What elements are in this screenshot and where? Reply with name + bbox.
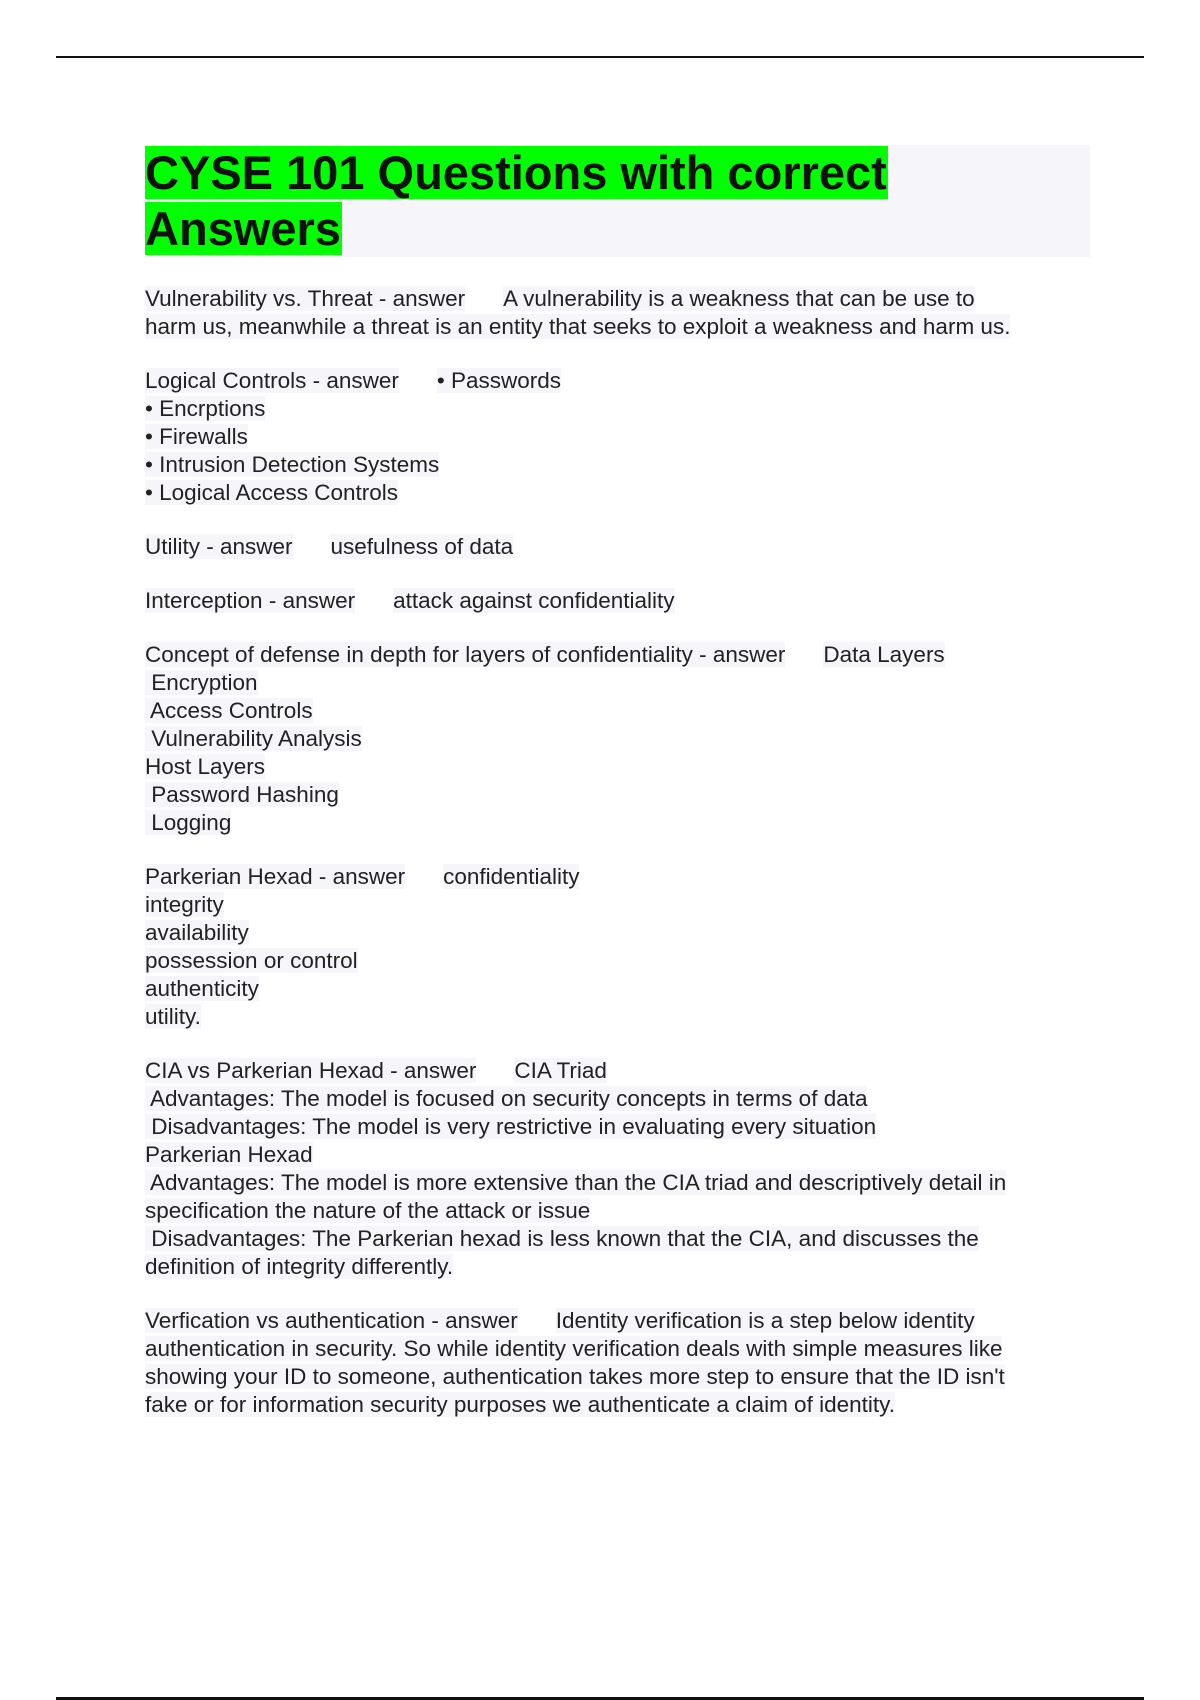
answer-text: Identity verification is a step below identity — [555, 1308, 975, 1333]
qa-first-line — [145, 641, 1090, 669]
answer-line — [145, 395, 1090, 423]
answer-line — [145, 975, 1090, 1003]
answer-line — [145, 1169, 1090, 1197]
qa-item — [145, 863, 1090, 1031]
answer-line-text: Vulnerability Analysis — [145, 726, 362, 751]
question-text: Utility - answer — [145, 534, 293, 559]
answer-line-text: Password Hashing — [145, 782, 339, 807]
qa-first-line — [145, 1307, 1090, 1335]
answer-line — [145, 1253, 1090, 1281]
answer-line — [145, 669, 1090, 697]
answer-line — [145, 1363, 1090, 1391]
answer-line-text: specification the nature of the attack or issue — [145, 1198, 591, 1223]
answer-line — [145, 313, 1090, 341]
answer-line-text: Advantages: The model is more extensive than the CIA triad and descriptively detail in — [145, 1170, 1007, 1195]
answer-line-text: harm us, meanwhile a threat is an entity that seeks to exploit a weakness and harm us. — [145, 314, 1011, 339]
qa-first-line — [145, 367, 1090, 395]
answer-line-text: utility. — [145, 1004, 201, 1029]
answer-line — [145, 891, 1090, 919]
qa-first-line — [145, 587, 1090, 615]
answer-line-text: authentication in security. So while identity verification deals with simple measures like — [145, 1336, 1003, 1361]
answer-line-text: fake or for information security purposes we authenticate a claim of identity. — [145, 1392, 895, 1417]
qa-first-line — [145, 285, 1090, 313]
answer-line-text: showing your ID to someone, authentication takes more step to ensure that the ID isn't — [145, 1364, 1005, 1389]
qa-item — [145, 533, 1090, 561]
answer-line — [145, 1197, 1090, 1225]
answer-line-text: • Intrusion Detection Systems — [145, 452, 440, 477]
answer-line — [145, 809, 1090, 837]
answer-line-text: • Encrptions — [145, 396, 266, 421]
answer-text: CIA Triad — [514, 1058, 607, 1083]
answer-line-text: possession or control — [145, 948, 358, 973]
answer-line — [145, 479, 1090, 507]
qa-item — [145, 367, 1090, 507]
answer-text: A vulnerability is a weakness that can be use to — [503, 286, 975, 311]
title-block — [145, 145, 1090, 257]
document-page — [145, 145, 1090, 1445]
answer-line — [145, 919, 1090, 947]
question-text: Logical Controls - answer — [145, 368, 399, 393]
answer-line-text: authenticity — [145, 976, 259, 1001]
qa-first-line — [145, 1057, 1090, 1085]
answer-line — [145, 1391, 1090, 1419]
answer-line-text: • Logical Access Controls — [145, 480, 398, 505]
title-line-1: CYSE 101 Questions with correct — [145, 146, 887, 199]
answer-line-text: Host Layers — [145, 754, 266, 779]
answer-line — [145, 1085, 1090, 1113]
answer-line — [145, 725, 1090, 753]
answer-line-text: Access Controls — [145, 698, 313, 723]
answer-line-text: Disadvantages: The Parkerian hexad is less known that the CIA, and discusses the — [145, 1226, 979, 1251]
question-text: CIA vs Parkerian Hexad - answer — [145, 1058, 477, 1083]
answer-line-text: Disadvantages: The model is very restrictive in evaluating every situation — [145, 1114, 877, 1139]
qa-item — [145, 587, 1090, 615]
answer-line — [145, 753, 1090, 781]
answer-line-text: Advantages: The model is focused on security concepts in terms of data — [145, 1086, 868, 1111]
header-rule — [56, 56, 1144, 58]
answer-line — [145, 947, 1090, 975]
answer-line — [145, 451, 1090, 479]
question-text: Verfication vs authentication - answer — [145, 1308, 518, 1333]
answer-text: usefulness of data — [330, 534, 514, 559]
answer-line — [145, 1225, 1090, 1253]
title-line-2: Answers — [145, 202, 341, 255]
question-text: Interception - answer — [145, 588, 356, 613]
qa-first-line — [145, 863, 1090, 891]
answer-line — [145, 1335, 1090, 1363]
document-title — [145, 145, 1090, 257]
answer-text: • Passwords — [436, 368, 562, 393]
question-text: Parkerian Hexad - answer — [145, 864, 406, 889]
answer-line — [145, 423, 1090, 451]
answer-line-text: • Firewalls — [145, 424, 248, 449]
answer-text: confidentiality — [443, 864, 580, 889]
answer-line-text: definition of integrity differently. — [145, 1254, 454, 1279]
question-text: Concept of defense in depth for layers of confidentiality - answer — [145, 642, 786, 667]
answer-line-text: availability — [145, 920, 249, 945]
answer-line — [145, 1141, 1090, 1169]
answer-line — [145, 1003, 1090, 1031]
qa-item — [145, 285, 1090, 341]
answer-line-text: integrity — [145, 892, 224, 917]
qa-item — [145, 641, 1090, 837]
answer-text: attack against confidentiality — [393, 588, 675, 613]
answer-line-text: Logging — [145, 810, 232, 835]
answer-text: Data Layers — [823, 642, 945, 667]
answer-line-text: Encryption — [145, 670, 258, 695]
answer-line — [145, 781, 1090, 809]
answer-line-text: Parkerian Hexad — [145, 1142, 313, 1167]
qa-item — [145, 1057, 1090, 1281]
answer-line — [145, 1113, 1090, 1141]
qa-list — [145, 285, 1090, 1419]
qa-first-line — [145, 533, 1090, 561]
answer-line — [145, 697, 1090, 725]
question-text: Vulnerability vs. Threat - answer — [145, 286, 466, 311]
qa-item — [145, 1307, 1090, 1419]
